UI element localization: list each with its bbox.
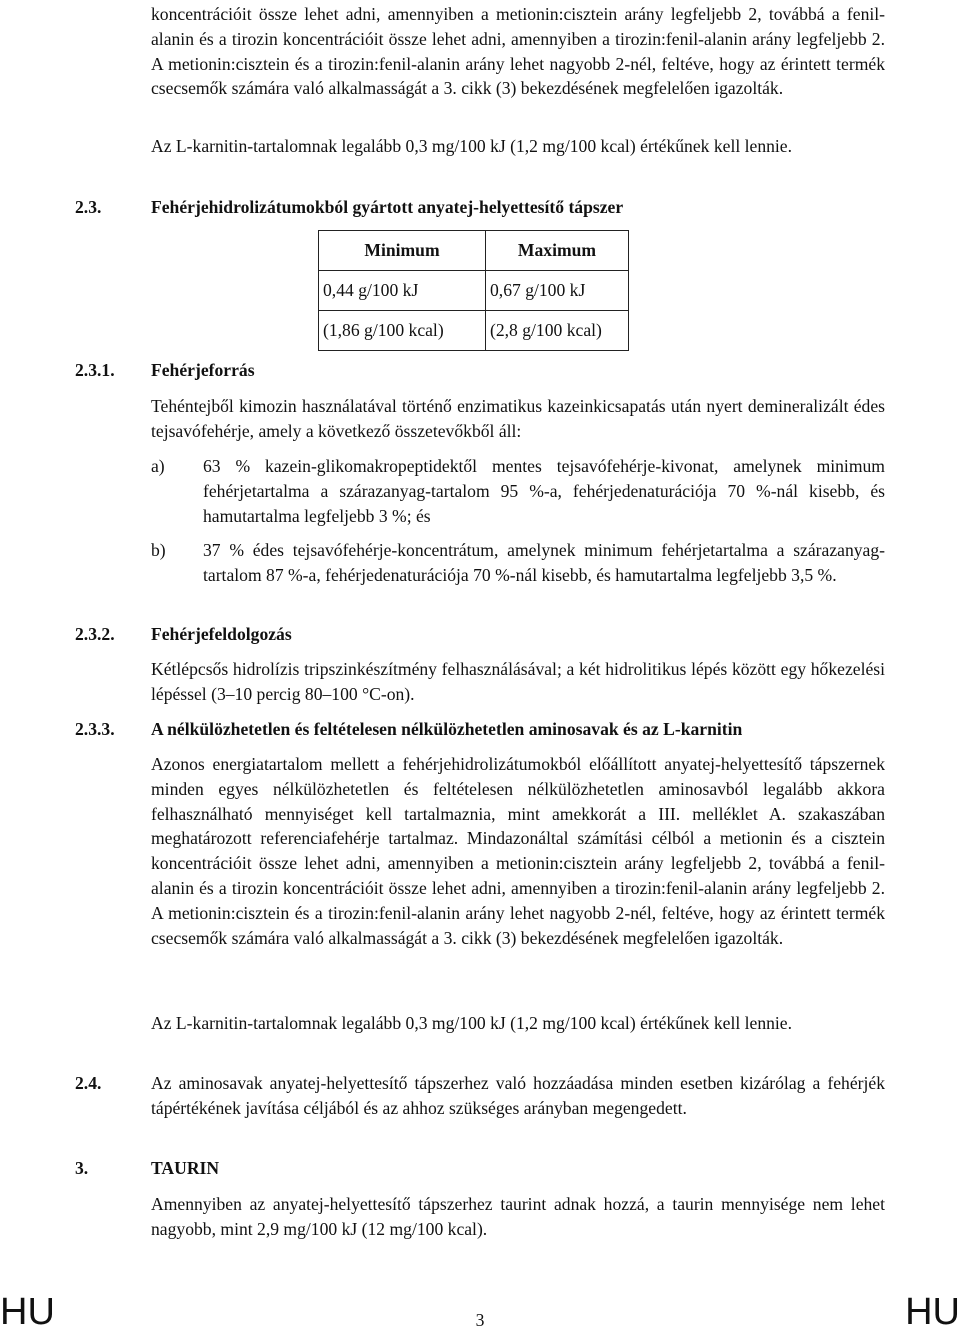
table-row	[319, 311, 629, 351]
table-header-maximum: Maximum	[486, 231, 629, 271]
table-cell: (2,8 g/100 kcal)	[486, 311, 629, 351]
section-2-3-3-paragraph-1: Azonos energiatartalom mellett a fehérjehidrolizátumokból előállított anyatej-helyettesítő tápszernek minden egyes nélkülözhetetlen és feltételesen nélkülözhetetlen aminosavból legalább akkora felhasználható mennyiséget kell tartalmaznia, mint amekkorát a III. melléklet A. szakaszában meghatározott referenciafehérje tartalmaz. Mindazonáltal számítási célból a metionin és a cisztein koncentrációit össze lehet adni, amennyiben a metionin:cisztein arány legfeljebb 2, továbbá a fenil-alanin és a tirozin koncentrációit össze lehet adni, amennyiben a tirozin:fenil-alanin arány legfeljebb 2. A metionin:cisztein és a tirozin:fenil-alanin arány lehet nagyobb 2-nél, feltéve, hogy az érintett termék csecsemők számára való alkalmasságát a 3. cikk (3) bekezdésének megfelelően igazolták.	[151, 754, 885, 948]
section-number-2-4: 2.4.	[75, 1073, 102, 1093]
table-cell: 0,44 g/100 kJ	[319, 271, 486, 311]
table-row	[319, 271, 629, 311]
footer-language-right: HU	[905, 1291, 960, 1333]
intro-paragraph-2: Az L-karnitin-tartalomnak legalább 0,3 mg/100 kJ (1,2 mg/100 kcal) értékűnek kell lennie.	[151, 136, 793, 156]
section-2-3-2-paragraph: Kétlépcsős hidrolízis tripszinkészítmény felhasználásával; a két hidrolitikus lépés között egy hőkezelési lépéssel (3–10 percig 80–100 °C-on).	[151, 659, 885, 704]
section-2-4-paragraph: Az aminosavak anyatej-helyettesítő tápszerhez való hozzáadása minden esetben kizárólag a fehérjék tápértékének javítása céljából és az ahhoz szükséges arányban megengedett.	[151, 1073, 885, 1118]
list-item-a: 63 % kazein-glikomakropeptidektől mentes tejsavófehérje-kivonat, amelynek minimum fehérjetartalma a szárazanyag-tartalom 95 %-a, fehérjedenaturációja 70 %-nál kisebb, és hamutartalma legfeljebb 3 %; és	[203, 456, 885, 526]
section-3-paragraph: Amennyiben az anyatej-helyettesítő tápszerhez taurint adnak hozzá, a taurin mennyisége nem lehet nagyobb, mint 2,9 mg/100 kJ (12 mg/100 kcal).	[151, 1194, 885, 1239]
table-cell: (1,86 g/100 kcal)	[319, 311, 486, 351]
list-item-label-a: a)	[151, 456, 165, 476]
list-item-label-b: b)	[151, 540, 166, 560]
protein-table	[318, 230, 629, 351]
table-header-row	[319, 231, 629, 271]
table-header-minimum: Minimum	[319, 231, 486, 271]
footer-language-left: HU	[0, 1291, 55, 1333]
section-title-2-3-2: Fehérjefeldolgozás	[151, 624, 292, 644]
section-2-3-1-paragraph: Tehéntejből kimozin használatával történő enzimatikus kazeinkicsapatás után nyert demineralizált édes tejsavófehérje, amely a következő összetevőkből áll:	[151, 396, 885, 441]
list-item-b: 37 % édes tejsavófehérje-koncentrátum, amelynek minimum fehérjetartalma a szárazanyag-tartalom 87 %-a, fehérjedenaturációja 70 %-nál kisebb, és hamutartalma legfeljebb 3,5 %.	[203, 540, 885, 585]
section-number-2-3-1: 2.3.1.	[75, 360, 115, 380]
intro-paragraph-1: koncentrációit össze lehet adni, amennyiben a metionin:cisztein arány legfeljebb 2, továbbá a fenil-alanin és a tirozin koncentrációit össze lehet adni, amennyiben a tirozin:fenil-alanin arány legfeljebb 2. A metionin:cisztein és a tirozin:fenil-alanin arány lehet nagyobb 2-nél, feltéve, hogy az érintett termék csecsemők számára való alkalmasságát a 3. cikk (3) bekezdésének megfelelően igazolták.	[151, 4, 885, 99]
section-number-2-3-2: 2.3.2.	[75, 624, 115, 644]
section-title-2-3-1: Fehérjeforrás	[151, 360, 255, 380]
page-number: 3	[475, 1310, 485, 1330]
section-number-2-3-3: 2.3.3.	[75, 719, 115, 739]
section-2-3-3-paragraph-2: Az L-karnitin-tartalomnak legalább 0,3 mg/100 kJ (1,2 mg/100 kcal) értékűnek kell lennie.	[151, 1013, 793, 1033]
section-number-3: 3.	[75, 1158, 89, 1178]
section-title-2-3-3: A nélkülözhetetlen és feltételesen nélkülözhetetlen aminosavak és az L-karnitin	[151, 719, 743, 739]
table-cell: 0,67 g/100 kJ	[486, 271, 629, 311]
section-title-2-3: Fehérjehidrolizátumokból gyártott anyatej-helyettesítő tápszer	[151, 197, 624, 217]
section-number-2-3: 2.3.	[75, 197, 102, 217]
section-title-3: TAURIN	[151, 1158, 220, 1178]
